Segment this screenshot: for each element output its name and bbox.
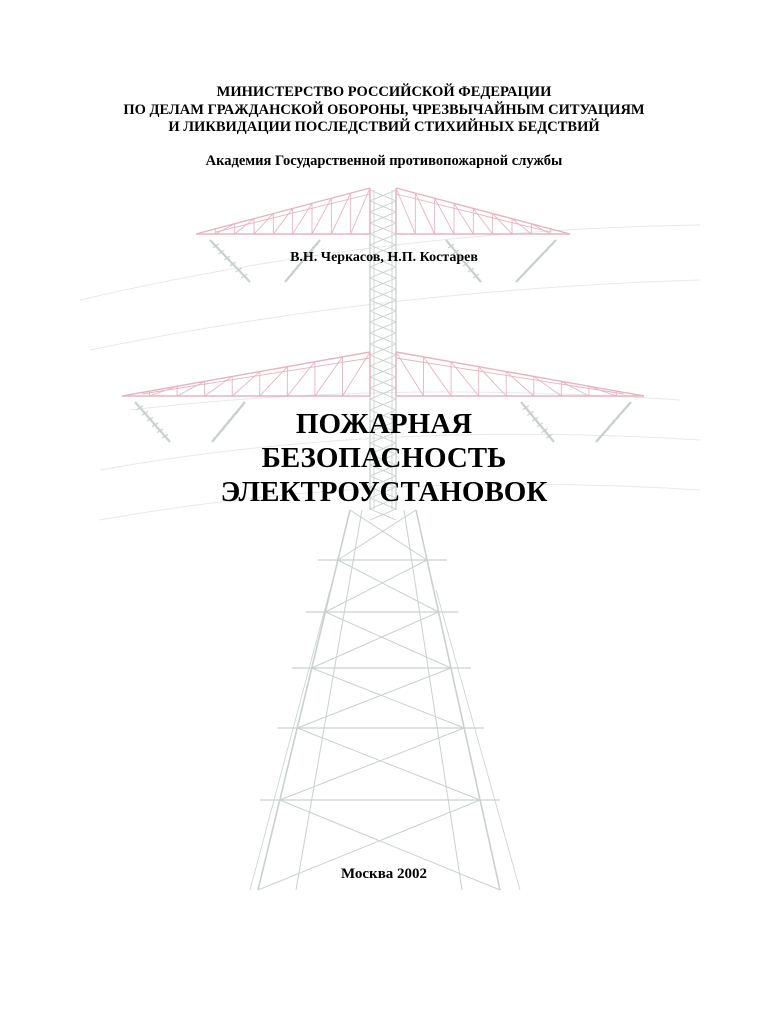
ministry-line: И ЛИКВИДАЦИИ ПОСЛЕДСТВИЙ СТИХИЙНЫХ БЕДСТВИЙ bbox=[168, 119, 600, 135]
book-title bbox=[0, 407, 768, 509]
title-line: ПОЖАРНАЯ bbox=[295, 408, 473, 440]
title-line: ЭЛЕКТРОУСТАНОВОК bbox=[220, 476, 548, 508]
ministry-header bbox=[0, 84, 768, 137]
academy-name: Академия Государственной противопожарной службы bbox=[205, 153, 563, 169]
ministry-line: ПО ДЕЛАМ ГРАЖДАНСКОЙ ОБОРОНЫ, ЧРЕЗВЫЧАЙНЫМ СИТУАЦИЯМ bbox=[123, 101, 645, 118]
ministry-line: МИНИСТЕРСТВО РОССИЙСКОЙ ФЕДЕРАЦИИ bbox=[216, 84, 552, 100]
authors: В.Н. Черкасов, Н.П. Костарев bbox=[290, 250, 478, 265]
publication-imprint: Москва 2002 bbox=[340, 866, 428, 882]
title-line: БЕЗОПАСНОСТЬ bbox=[261, 442, 507, 474]
